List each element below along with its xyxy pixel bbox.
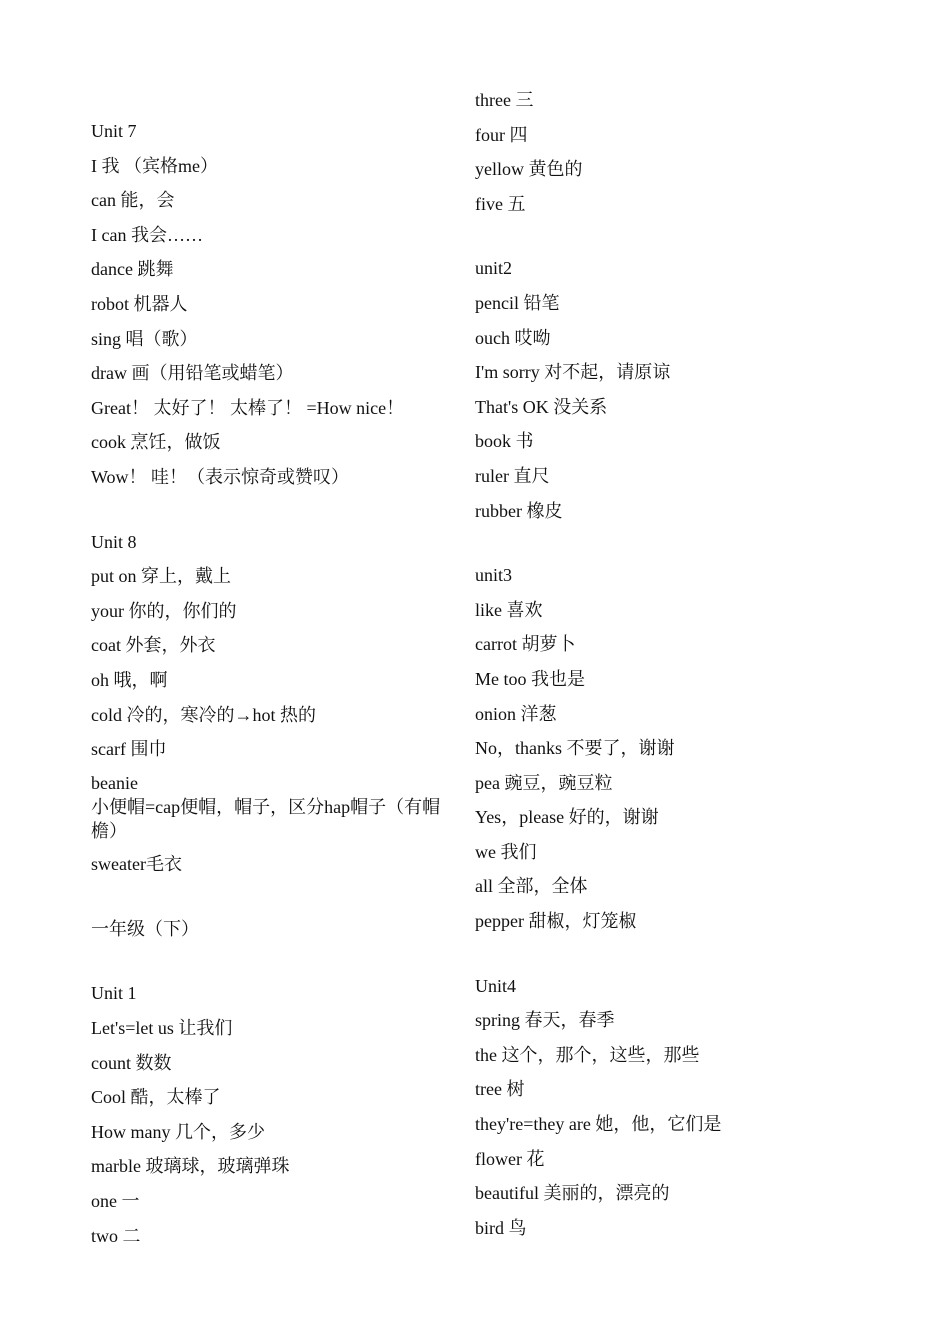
vocab-item: oh 哦，啊 (91, 669, 168, 690)
vocab-item: pencil 铅笔 (475, 292, 560, 313)
vocab-item: Me too 我也是 (475, 668, 585, 689)
vocab-item: I can 我会…… (91, 224, 203, 245)
vocab-item: Let's=let us 让我们 (91, 1018, 233, 1039)
vocab-item: your 你的，你们的 (91, 600, 237, 621)
vocab-item: flower 花 (475, 1148, 545, 1169)
section-heading: Unit 1 (91, 983, 137, 1004)
vocab-definition: 小便帽=cap便帽，帽子，区分hap帽子（有帽檐） (91, 796, 441, 841)
section-spacer (475, 532, 845, 562)
section-spacer (91, 950, 461, 980)
section-spacer (91, 499, 461, 529)
vocab-item: robot 机器人 (91, 293, 188, 314)
vocab-item: one 一 (91, 1191, 140, 1212)
vocab-item: five 五 (475, 193, 526, 214)
vocab-item: the 这个，那个，这些，那些 (475, 1044, 700, 1065)
vocab-item: spring 春天，春季 (475, 1010, 615, 1031)
vocab-item: Great！ 太好了！ 太棒了！ =How nice！ (91, 397, 405, 418)
vocab-item: coat 外套，外衣 (91, 635, 216, 656)
vocab-item: cook 烹饪，做饭 (91, 432, 221, 453)
vocab-item: book 书 (475, 431, 534, 452)
vocab-item: three 三 (475, 90, 534, 110)
vocab-item: we 我们 (475, 841, 537, 862)
vocab-item: ruler 直尺 (475, 465, 550, 486)
vocab-item: scarf 围巾 (91, 739, 167, 760)
vocab-item: sing 唱（歌） (91, 328, 198, 349)
vocab-item: beautiful 美丽的，漂亮的 (475, 1183, 670, 1204)
vocab-item: sweater毛衣 (91, 854, 182, 875)
vocab-item: ouch 哎呦 (475, 327, 551, 348)
vocab-item: Wow！ 哇！（表示惊奇或赞叹） (91, 466, 350, 487)
vocab-item: draw 画（用铅笔或蜡笔） (91, 363, 294, 384)
vocab-item: they're=they are 她，他，它们是 (475, 1114, 722, 1135)
vocab-item: pepper 甜椒，灯笼椒 (475, 911, 637, 932)
left-column (91, 118, 461, 1257)
section-spacer (91, 886, 461, 916)
vocab-item: rubber 橡皮 (475, 500, 563, 521)
vocab-item: two 二 (91, 1225, 141, 1246)
vocab-item: like 喜欢 (475, 599, 543, 620)
vocab-item: How many 几个，多少 (91, 1121, 265, 1142)
section-heading: Unit 8 (91, 531, 137, 552)
vocab-item: dance 跳舞 (91, 259, 174, 280)
vocab-item: Yes，please 好的，谢谢 (475, 807, 659, 828)
section-spacer (475, 943, 845, 973)
vocab-item-beanie (91, 771, 461, 843)
section-spacer (475, 225, 845, 255)
vocab-item: count 数数 (91, 1052, 172, 1073)
vocab-item: marble 玻璃球，玻璃弹珠 (91, 1156, 290, 1177)
section-heading: unit2 (475, 258, 513, 279)
vocab-item: all 全部，全体 (475, 876, 588, 897)
section-heading: Unit 7 (91, 121, 137, 141)
vocab-word: beanie (91, 772, 138, 793)
vocab-item: yellow 黄色的 (475, 159, 583, 180)
vocab-item: tree 树 (475, 1079, 525, 1100)
vocab-item: four 四 (475, 124, 528, 145)
vocab-item: put on 穿上，戴上 (91, 566, 232, 587)
grade-heading: 一年级（下） (91, 918, 199, 939)
section-heading: unit3 (475, 565, 513, 586)
vocab-item: I'm sorry 对不起，请原谅 (475, 362, 671, 383)
vocab-item: cold 冷的，寒冷的→hot 热的 (91, 704, 316, 725)
vocab-item: pea 豌豆，豌豆粒 (475, 772, 613, 793)
vocab-item: onion 洋葱 (475, 703, 557, 724)
vocab-item: carrot 胡萝卜 (475, 634, 576, 655)
vocab-item: I 我 （宾格me） (91, 155, 218, 176)
vocab-item: can 能，会 (91, 190, 175, 211)
section-heading: Unit4 (475, 975, 517, 996)
right-column (475, 87, 845, 1249)
vocab-item: bird 鸟 (475, 1217, 527, 1238)
vocab-item: No，thanks 不要了，谢谢 (475, 738, 675, 759)
vocab-item: That's OK 没关系 (475, 396, 608, 417)
vocab-item: Cool 酷，太棒了 (91, 1087, 221, 1108)
